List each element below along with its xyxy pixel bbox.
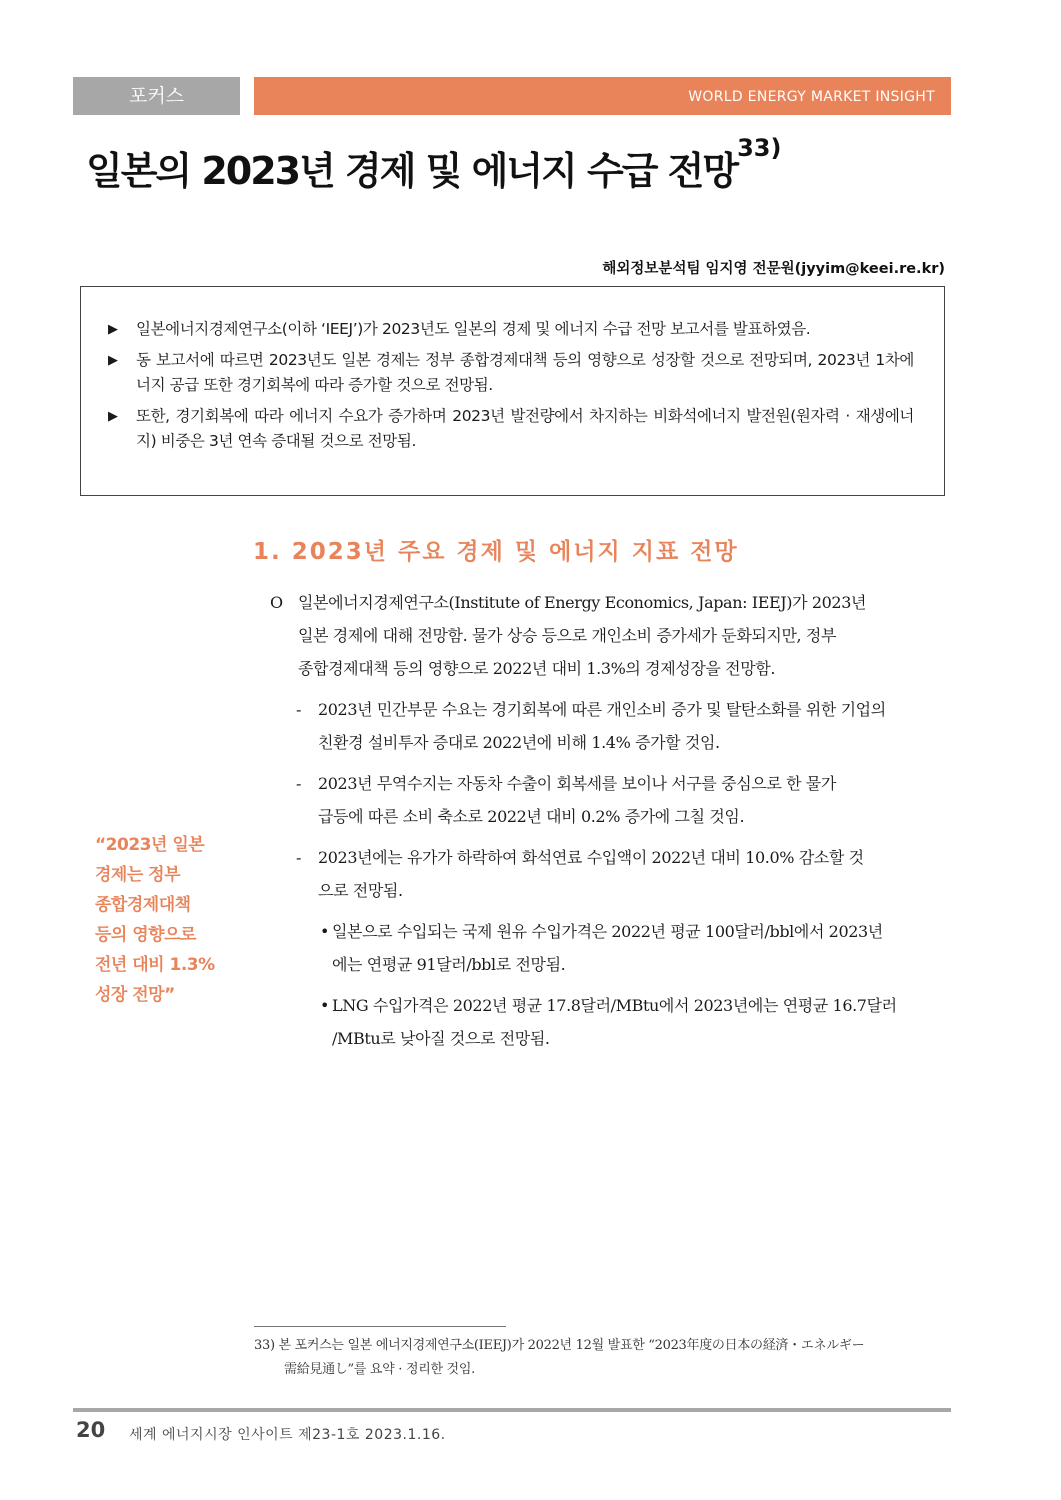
triangle-bullet-icon: ▶ xyxy=(108,409,118,424)
dash-marker: - xyxy=(296,774,302,793)
bullet-line: /MBtu로 낮아질 것으로 전망됨. xyxy=(332,1029,550,1048)
dash-line: 2023년에는 유가가 하락하여 화석연료 수입액이 2022년 대비 10.0% 감소할 것 xyxy=(318,848,864,867)
section-heading: 1. 2023년 주요 경제 및 에너지 지표 전망 xyxy=(253,539,739,565)
title-text: 일본의 2023년 경제 및 에너지 수급 전망 xyxy=(86,149,738,193)
bullet-line: 일본으로 수입되는 국제 원유 수입가격은 2022년 평균 100달러/bbl에서 2023년 xyxy=(332,922,883,941)
footnote-line: 需給見通し”를 요약 · 정리한 것임. xyxy=(284,1362,475,1377)
pull-quote xyxy=(95,830,255,1010)
dot-bullet-icon: • xyxy=(320,922,330,941)
summary-box xyxy=(80,286,945,496)
triangle-bullet-icon: ▶ xyxy=(108,353,118,368)
main-line: 일본 경제에 대해 전망함. 물가 상승 등으로 개인소비 증가세가 둔화되지만, 정부 xyxy=(298,626,837,645)
pull-quote-line: 등의 영향으로 xyxy=(95,925,196,945)
bullet-line: 에는 연평균 91달러/bbl로 전망됨. xyxy=(332,955,566,974)
triangle-bullet-icon: ▶ xyxy=(108,322,118,337)
dash-item xyxy=(296,693,945,759)
summary-item-text: 또한, 경기회복에 따라 에너지 수요가 증가하며 2023년 발전량에서 차지하는 비화석에너지 발전원(원자력 · 재생에너지) 비중은 3년 연속 증대될 것으로 전망됨. xyxy=(136,407,914,450)
footnote xyxy=(254,1334,944,1382)
pull-quote-line: 경제는 정부 xyxy=(95,865,181,885)
main-line: 종합경제대책 등의 영향으로 2022년 대비 1.3%의 경제성장을 전망함. xyxy=(298,659,775,678)
summary-item-text: 일본에너지경제연구소(이하 ‘IEEJ’)가 2023년도 일본의 경제 및 에너지 수급 전망 보고서를 발표하였음. xyxy=(136,320,811,338)
title-footnote-ref[interactable]: 33) xyxy=(737,134,782,162)
pull-quote-line: “2023년 일본 xyxy=(95,835,205,855)
sub-bullet-item xyxy=(320,989,945,1055)
summary-item xyxy=(108,404,914,454)
dash-marker: - xyxy=(296,848,302,867)
dash-item xyxy=(296,767,945,833)
dot-bullet-icon: • xyxy=(320,996,330,1015)
dash-line: 으로 전망됨. xyxy=(318,881,403,900)
dash-item xyxy=(296,841,945,907)
sub-bullet-item xyxy=(320,915,945,981)
summary-item-text: 동 보고서에 따르면 2023년도 일본 경제는 정부 종합경제대책 등의 영향으로 성장할 것으로 전망되며, 2023년 1차에너지 공급 또한 경기회복에 따라 증가할 것으로 전망됨. xyxy=(136,351,914,394)
page-title xyxy=(86,134,782,195)
pull-quote-line: 전년 대비 1.3% xyxy=(95,955,215,975)
summary-item xyxy=(108,317,914,342)
dash-line: 2023년 민간부문 수요는 경기회복에 따른 개인소비 증가 및 탈탄소화를 위한 기업의 xyxy=(318,700,886,719)
pull-quote-line: 종합경제대책 xyxy=(95,895,191,915)
footnote-divider xyxy=(254,1326,506,1327)
summary-item xyxy=(108,348,914,398)
circle-bullet-icon: O xyxy=(270,593,283,612)
section-tab: 포커스 xyxy=(73,77,240,115)
main-paragraph xyxy=(270,586,945,685)
dash-marker: - xyxy=(296,700,302,719)
pull-quote-line: 성장 전망” xyxy=(95,985,175,1005)
main-line: 일본에너지경제연구소(Institute of Energy Economics, Japan: IEEJ)가 2023년 xyxy=(298,593,867,612)
publication-info: 세계 에너지시장 인사이트 제23-1호 2023.1.16. xyxy=(129,1427,446,1443)
dash-line: 친환경 설비투자 증대로 2022년에 비해 1.4% 증가할 것임. xyxy=(318,733,720,752)
page-number: 20 xyxy=(76,1418,106,1442)
footnote-line: 33) 본 포커스는 일본 에너지경제연구소(IEEJ)가 2022년 12월 발표한 “2023年度の日本の経済・エネルギー xyxy=(254,1338,865,1353)
footer-divider xyxy=(73,1408,951,1412)
dash-line: 2023년 무역수지는 자동차 수출이 회복세를 보이나 서구를 중심으로 한 물가 xyxy=(318,774,836,793)
bullet-line: LNG 수입가격은 2022년 평균 17.8달러/MBtu에서 2023년에는 연평균 16.7달러 xyxy=(332,996,897,1015)
journal-banner: WORLD ENERGY MARKET INSIGHT xyxy=(254,77,951,115)
author-line: 해외정보분석팀 임지영 전문원(jyyim@keei.re.kr) xyxy=(602,261,945,277)
dash-line: 급등에 따른 소비 축소로 2022년 대비 0.2% 증가에 그칠 것임. xyxy=(318,807,745,826)
